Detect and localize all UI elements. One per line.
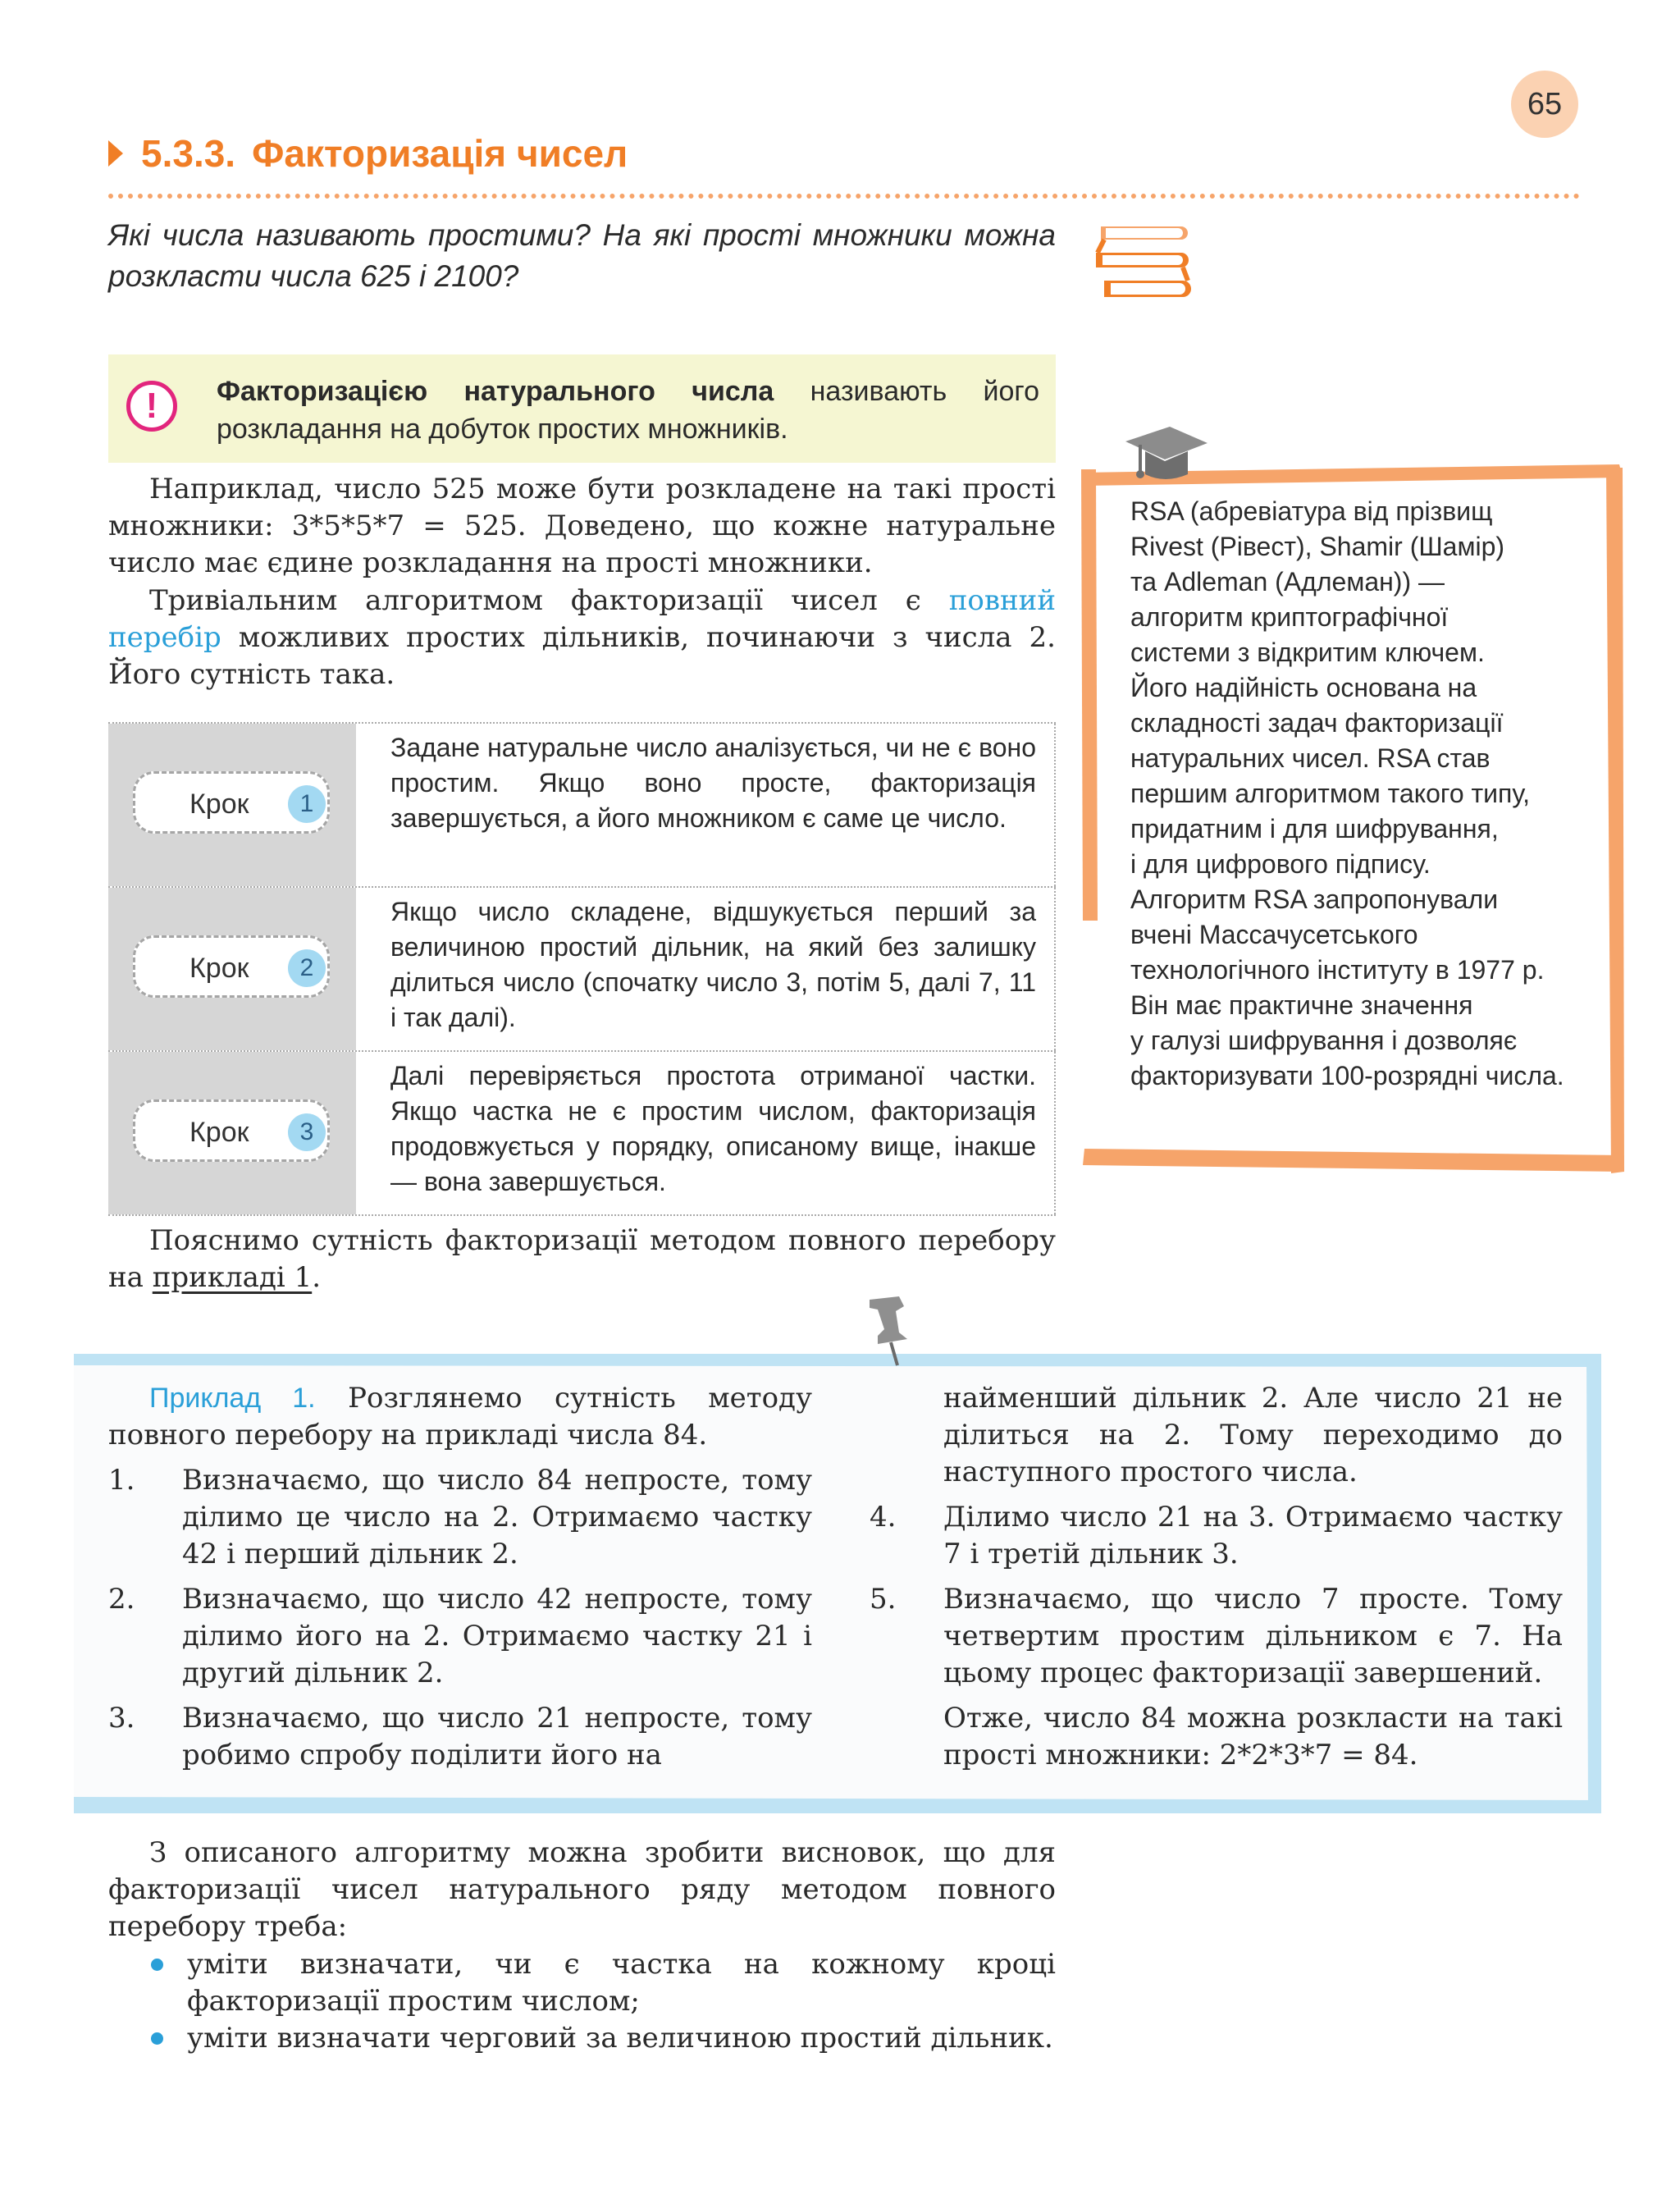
full-search-term: повний перебір [108, 584, 1056, 654]
step-label: Крок [189, 1117, 249, 1148]
rsa-line: і для цифрового підпису. [1130, 849, 1431, 879]
paragraph-explain [108, 1223, 1056, 1296]
item-number: 4. [870, 1501, 897, 1534]
example-item [870, 1499, 1563, 1573]
example-intro-text: Розглянемо сутність методу повного перебору на прикладі числа 84. [108, 1382, 812, 1451]
para2-text-end: можливих простих дільників, починаючи з числа 2. Його сутність така. [108, 621, 1056, 691]
item-text: Визначаємо, що число 84 непросте, тому ділимо це число на 2. Отримаємо частку 42 і перший дільник 2. [182, 1464, 812, 1570]
rsa-line: RSA (абревіатура від прізвищ [1130, 496, 1493, 526]
rsa-line: факторизувати 100-розрядні числа. [1130, 1061, 1564, 1090]
para3-text-end: . [312, 1261, 322, 1294]
step-label-cell [108, 888, 356, 1050]
example-conclusion: Отже, число 84 можна розкласти на такі прості множники: 2*2*3*7 = 84. [943, 1702, 1563, 1771]
bullet-text: уміти визначати, чи є частка на кожному кроці факторизації простим числом; [187, 1948, 1056, 2018]
section-title: Факторизація чисел [252, 132, 628, 175]
rsa-note-text [1130, 494, 1606, 1094]
rsa-line: натуральних чисел. RSA став [1130, 743, 1491, 773]
exclamation-icon: ! [126, 381, 177, 432]
para2-text: Тривіальним алгоритмом факторизації чисел є [149, 584, 949, 617]
triangle-marker-icon [108, 140, 123, 167]
example-right-column [870, 1380, 1563, 1774]
books-icon [1093, 220, 1194, 304]
para3-text: Пояснимо сутність факторизації методом повного перебору на [108, 1224, 1056, 1294]
section-number: 5.3.3. [141, 132, 236, 175]
item-number: 2. [108, 1583, 135, 1616]
example-title: Приклад 1. [149, 1383, 316, 1414]
step-pill [133, 771, 330, 834]
bullet-text: уміти визначати черговий за величиною простий дільник. [187, 2022, 1053, 2055]
definition-rest: називають його розкладання на добуток простих множників. [217, 376, 1039, 445]
example-item [108, 1462, 812, 1573]
item-number: 3. [108, 1702, 135, 1735]
step-row [108, 722, 1056, 888]
conclusion-paragraph: З описаного алгоритму можна зробити висновок, що для факторизації чисел натурального ряду методом повного перебору треба: [108, 1836, 1056, 1943]
example-continuation: найменший дільник 2. Але число 21 не ділиться на 2. Тому переходимо до наступного простого числа. [943, 1382, 1563, 1488]
example-intro [108, 1380, 812, 1454]
rsa-line: Алгоритм RSA запропонували [1130, 885, 1499, 914]
step-pill [133, 1099, 330, 1162]
rsa-line: вчені Массачусетського [1130, 920, 1418, 949]
item-text: Ділимо число 21 на 3. Отримаємо частку 7 і третій дільник 3. [943, 1501, 1563, 1570]
rsa-line: Його надійність основана на [1130, 673, 1477, 702]
steps-table [108, 722, 1056, 1216]
item-number: 5. [870, 1583, 897, 1616]
definition-box [108, 354, 1056, 463]
example-item [108, 1581, 812, 1692]
example-item [870, 1581, 1563, 1692]
step-text: Якщо число складене, відшукується перший за величиною простий дільник, на який без залишку ділиться число (спочатку число 3, потім 5, далі 7, 11 і так далі). [356, 888, 1056, 1050]
example-reference: прикладі 1 [152, 1261, 313, 1294]
intro-question: Які числа називають простими? На які прості множники можна розкласти числа 625 і 2100? [108, 218, 1056, 293]
item-text: Визначаємо, що число 7 просте. Тому четвертим простим дільником є 7. На цьому процес факторизації завершений. [943, 1583, 1563, 1689]
rsa-line: Rivest (Рівест), Shamir (Шамір) [1130, 532, 1505, 561]
rsa-line: Він має практичне значення [1130, 990, 1473, 1020]
step-number-badge: 2 [288, 949, 326, 987]
definition-term: Факторизацією натурального числа [217, 376, 774, 407]
step-label-cell [108, 1052, 356, 1214]
bullet-dot-icon [151, 2032, 163, 2045]
rsa-line: алгоритм криптографічної [1130, 602, 1449, 632]
example-item [108, 1700, 812, 1774]
rsa-line: у галузі шифрування і дозволяє [1130, 1026, 1518, 1055]
item-text: Визначаємо, що число 42 непросте, тому ділимо його на 2. Отримаємо частку 21 і другий дільник 2. [182, 1583, 812, 1689]
step-number-badge: 1 [288, 785, 326, 823]
example-box [74, 1354, 1601, 1813]
step-row [108, 1052, 1056, 1216]
bullet-dot-icon [151, 1959, 163, 1971]
dotted-divider [108, 194, 1580, 199]
paragraph-algorithm [108, 583, 1056, 693]
step-row [108, 888, 1056, 1052]
step-pill [133, 935, 330, 998]
step-label-cell [108, 724, 356, 886]
rsa-line: технологічного інституту в 1977 р. [1130, 955, 1545, 985]
example-left-column [108, 1380, 812, 1774]
pushpin-icon [861, 1295, 919, 1367]
step-number-badge: 3 [288, 1113, 326, 1151]
paragraph-example: Наприклад, число 525 може бути розкладене на такі прості множники: 3*5*5*7 = 525. Доведено, що кожне натуральне число має єдине розкладання на прості множники. [108, 473, 1056, 579]
page-number: 65 [1511, 71, 1578, 138]
step-label: Крок [189, 789, 249, 820]
rsa-line: системи з відкритим ключем. [1130, 638, 1485, 667]
step-text: Далі перевіряється простота отриманої частки. Якщо частка не є простим числом, факторизація продовжується у порядку, описаному вище, інакше — вона завершується. [356, 1052, 1056, 1214]
section-heading [108, 131, 628, 176]
rsa-line: складності задач факторизації [1130, 708, 1504, 738]
bullet-item [108, 2020, 1056, 2057]
item-text: Визначаємо, що число 21 непросте, тому робимо спробу поділити його на [182, 1702, 812, 1771]
definition-text [217, 373, 1039, 448]
bullet-item [108, 1946, 1056, 2020]
item-number: 1. [108, 1464, 135, 1497]
step-text: Задане натуральне число аналізується, чи не є воно простим. Якщо воно просте, факторизація завершується, а його множником є саме це число. [356, 724, 1056, 886]
rsa-line: першим алгоритмом такого типу, [1130, 779, 1531, 808]
rsa-line: та Adleman (Адлеман)) — [1130, 567, 1445, 597]
rsa-line: придатним і для шифрування, [1130, 814, 1499, 843]
step-label: Крок [189, 953, 249, 984]
graduation-cap-icon [1124, 423, 1209, 491]
